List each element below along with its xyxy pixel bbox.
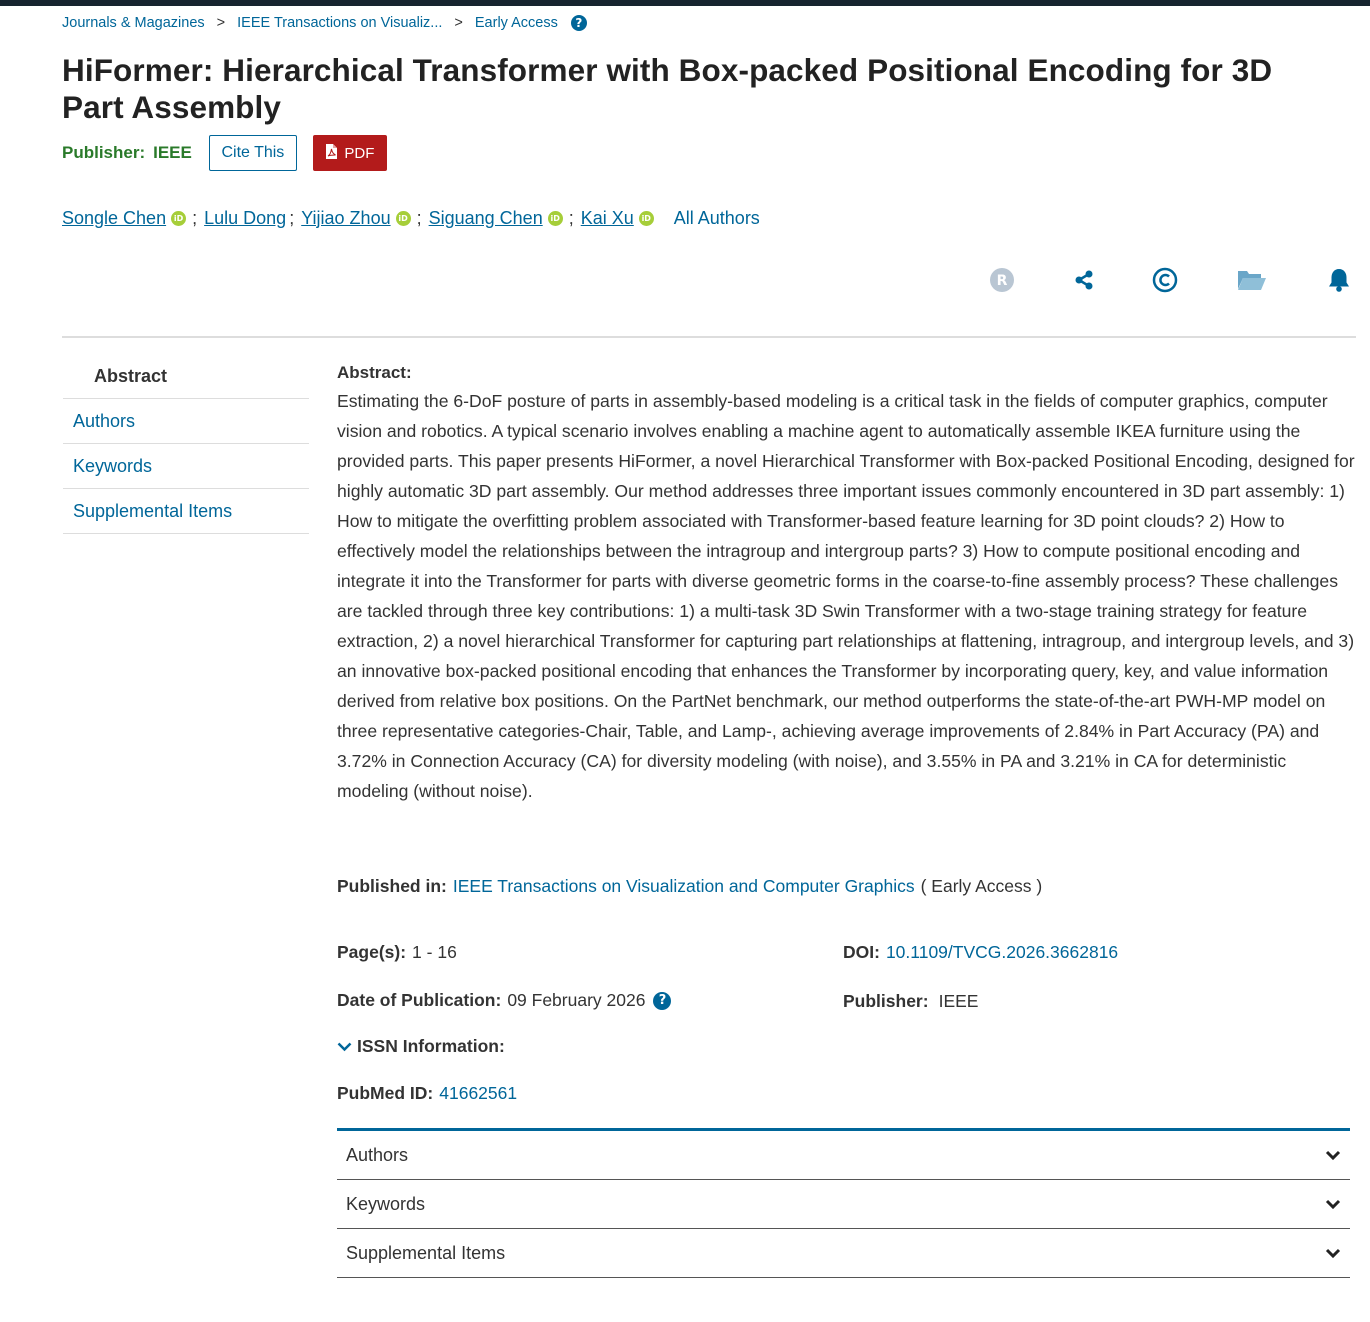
author-link[interactable]: Kai Xu [580, 207, 634, 228]
publisher-meta-label: Publisher: [843, 991, 929, 1011]
chevron-down-icon [1325, 1145, 1341, 1166]
date-of-publication [337, 990, 671, 1011]
breadcrumb [62, 13, 587, 33]
folder-icon[interactable] [1237, 265, 1267, 295]
author-separator: ; [416, 207, 422, 228]
breadcrumb-separator: > [216, 15, 226, 31]
nav-keywords[interactable]: Keywords [63, 444, 309, 489]
pdf-icon [325, 144, 338, 163]
doi [843, 942, 1118, 963]
abstract-heading: Abstract: [337, 363, 412, 382]
nav-abstract[interactable]: Abstract [63, 354, 309, 399]
abstract-text: Estimating the 6-DoF posture of parts in assembly-based modeling is a critical task in the fields of computer graphics, computer vision and robotics. A typical scenario involves enabling a machine agent to automatically assemble IKEA furniture using the provided parts. This paper presents HiFormer, a novel Hierarchical Transformer with Box-packed Positional Encoding, designed for highly automatic 3D part assembly. Our method addresses three important issues commonly encountered in 3D part assembly: 1) How to mitigate the overfitting problem associated with Transformer-based feature learning for 3D point clouds? 2) How to effectively model the relationships between the intragroup and intergroup parts? 3) How to compute positional encoding and integrate it into the Transformer for parts with diverse geometric forms in the coarse-to-fine assembly process? These challenges are tackled through three key contributions: 1) a multi-task 3D Swin Transformer with a two-stage training strategy for feature extraction, 2) a novel hierarchical Transformer for capturing part relationships at flattening, intragroup, and intergroup levels, and 3) an innovative box-packed positional encoding that enhances the Transformer by incorporating query, key, and value information derived from relative box positions. On the PartNet benchmark, our method outperforms the state-of-the-art PWH-MP model on three representative categories-Chair, Table, and Lamp-, achieving average improvements of 2.84% in Part Accuracy (PA) and 3.72% in Connection Accuracy (CA) for diversity modeling (with noise), and 3.55% in PA and 3.21% in CA for deterministic modeling (without noise). [337, 391, 1355, 801]
help-icon[interactable]: ? [653, 992, 671, 1010]
top-bar [0, 0, 1370, 6]
page-title: HiFormer: Hierarchical Transformer with Box-packed Positional Encoding for 3D Part Assembly [62, 52, 1273, 125]
chevron-down-icon [337, 1042, 352, 1052]
copyright-icon[interactable] [1150, 265, 1180, 295]
accordion-label: Authors [346, 1144, 409, 1165]
accordion-supplemental-items[interactable] [337, 1229, 1350, 1278]
orcid-icon[interactable]: iD [171, 211, 186, 226]
share-icon[interactable] [1069, 265, 1099, 295]
nav-authors[interactable]: Authors [63, 399, 309, 444]
issn-toggle[interactable] [337, 1036, 511, 1057]
published-in [337, 876, 1042, 897]
pubmed-link[interactable]: 41662561 [439, 1083, 518, 1103]
author-link[interactable]: Siguang Chen [428, 207, 543, 228]
orcid-icon[interactable]: iD [396, 211, 411, 226]
author-link[interactable]: Yijiao Zhou [301, 207, 391, 228]
author-separator: ; [289, 207, 295, 228]
chevron-down-icon [1325, 1243, 1341, 1264]
doi-link[interactable]: 10.1109/TVCG.2026.3662816 [885, 942, 1119, 962]
orcid-icon[interactable]: iD [548, 211, 563, 226]
author-list [62, 206, 760, 230]
breadcrumb-journals[interactable]: Journals & Magazines [62, 15, 205, 31]
accordion-label: Keywords [346, 1193, 426, 1214]
date-label: Date of Publication: [337, 990, 502, 1010]
publisher-meta [843, 991, 978, 1012]
accordion-keywords[interactable] [337, 1180, 1350, 1229]
nav-supplemental-items[interactable]: Supplemental Items [63, 489, 309, 534]
publisher-row [62, 135, 387, 171]
divider [62, 336, 1356, 338]
all-authors-link[interactable]: All Authors [673, 207, 760, 228]
pubmed-label: PubMed ID: [337, 1083, 434, 1103]
chevron-down-icon [1325, 1194, 1341, 1215]
author-link[interactable]: Songle Chen [62, 207, 167, 228]
pubmed [337, 1083, 517, 1104]
pdf-button[interactable] [313, 135, 387, 171]
publisher-label: Publisher: IEEE [62, 143, 192, 162]
article-toolbar [0, 265, 1370, 295]
rights-icon[interactable] [987, 265, 1017, 295]
author-link[interactable]: Lulu Dong [204, 207, 287, 228]
author-separator: ; [192, 207, 198, 228]
publisher-name: IEEE [153, 143, 192, 162]
pages-label: Page(s): [337, 942, 407, 962]
orcid-icon[interactable]: iD [639, 211, 654, 226]
section-nav [63, 354, 309, 534]
issn-label: ISSN Information: [357, 1036, 505, 1056]
rights-glyph: R [996, 273, 1008, 289]
section-accordion [337, 1128, 1350, 1278]
pages [337, 942, 457, 963]
journal-link[interactable]: IEEE Transactions on Visualization and Computer Graphics [452, 876, 915, 896]
pages-value: 1 - 16 [412, 942, 457, 962]
breadcrumb-transactions[interactable]: IEEE Transactions on Visualiz... [237, 15, 443, 31]
publication-status: ( Early Access ) [920, 876, 1043, 896]
breadcrumb-separator: > [454, 15, 463, 31]
author-separator: ; [568, 207, 574, 228]
published-in-label: Published in: [337, 876, 447, 896]
date-value: 09 February 2026 [507, 990, 646, 1010]
help-icon[interactable]: ? [571, 15, 587, 31]
breadcrumb-early-access[interactable]: Early Access [474, 15, 558, 31]
accordion-authors[interactable] [337, 1131, 1350, 1180]
pdf-label: PDF [344, 144, 375, 162]
cite-this-button[interactable]: Cite This [209, 135, 297, 171]
publisher-meta-value: IEEE [938, 991, 979, 1011]
accordion-label: Supplemental Items [346, 1242, 506, 1263]
bell-icon[interactable] [1324, 265, 1354, 295]
doi-label: DOI: [843, 942, 880, 962]
